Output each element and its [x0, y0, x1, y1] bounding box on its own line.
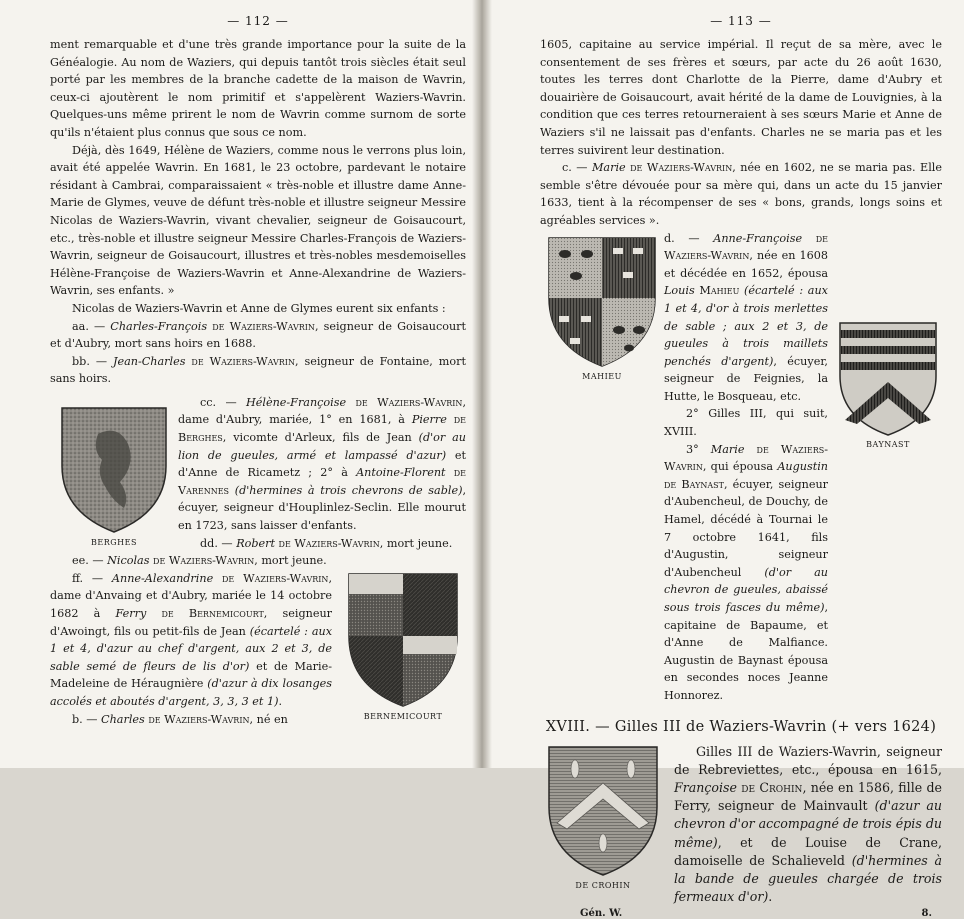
right-page-footer	[540, 908, 942, 919]
berghes-figure	[50, 404, 178, 547]
bernemicourt-figure	[340, 570, 466, 721]
entry-ee: ee. — Nicolas de Waziers-Wavrin, mort jeune.	[72, 554, 327, 568]
berghes-caption: BERGHES	[91, 537, 137, 547]
right-page	[482, 0, 964, 919]
right-paragraph-1: 1605, capitaine au service impérial. Il reçut de sa mère, avec le consentement de ses frères et sœurs, par acte du 26 août 1630, toutes les terres dont Charlotte de la Pierre, dame d'Aubry et douairière de Goisaucourt, avait hérité de la dame de Louvignies, à la condition que ces terres retourneraient à ses sœurs Marie et Anne de Waziers s'il ne laissait pas d'enfants. Charles ne se maria pas et les terres suivirent leur destination.	[540, 38, 942, 157]
entry-ff: ff. — Anne-Alexandrine de Waziers-Wavrin, dame d'Anvaing et d'Aubry, mariée le 14 octobre 1682 à Ferry de Bernemicourt, seigneur d'Awoingt, fils ou petit-fils de Jean (écartelé : aux 1 et 4, d'azur au chef d'argent, aux 2 et 3, de sable semé de fleurs de lis d'or) et de Marie-Madeleine de Héraugnière (d'azur à dix losanges accolés et aboutés d'argent, 3, 3, 3 et 1). b. — Charles de Waziers-Wavrin, né en	[50, 570, 332, 728]
right-paragraph-2: 2° Gilles III, qui suit, XVIII.	[664, 407, 828, 439]
section-xviii-text: Gilles III de Waziers-Wavrin, seigneur de Rebreviettes, etc., épousa en 1615, Françoise de Crohin, née en 1586, fille de Ferry, seigneur de Mainvault (d'azur au chevron d'or accompagné de trois épis du même), et de Louise de Crane, damoiselle de Schalieveld (d'hermines à la bande de gueules chargée de trois fermeaux d'or).	[674, 743, 942, 905]
entry-ff-block	[50, 570, 466, 728]
bernemicourt-caption: BERNEMICOURT	[363, 711, 443, 721]
mahieu-caption: MAHIEU	[582, 371, 622, 381]
entry-dd: dd. — Robert de Waziers-Wavrin, mort jeune.	[200, 536, 453, 550]
right-page-number: — 113 —	[710, 14, 772, 28]
entry-d: d. — Anne-Françoise de Waziers-Wavrin, née en 1608 et décédée en 1652, épousa Louis Mahieu (écartelé : aux 1 et 4, d'or à trois merlettes de sable ; aux 2 et 3, de gueules à trois maillets penchés d'argent), écuyer, seigneur de Feignies, la Hutte, le Bosqueau, etc.	[664, 231, 828, 403]
left-page	[0, 0, 482, 768]
crohin-caption: DE CROHIN	[575, 880, 631, 890]
signature-mark: Gén. W.	[580, 908, 623, 919]
entry-3-marie: 3° Marie de Waziers-Wavrin, qui épousa Augustin de Baynast, écuyer, seigneur d'Aubencheul, de Douchy, de Hamel, décédé à Tournai le 7 octobre 1641, fils d'Augustin, seigneur d'Aubencheul (d'or au chevron de gueules, abaissé sous trois fasces du même), capitaine de Bapaume, et d'Anne de Malfiance. Augustin de Baynast épousa en secondes noces Jeanne Honnorez.	[664, 442, 829, 702]
left-paragraph-1: ment remarquable et d'une très grande importance pour la suite de la Généalogie. Au nom de Waziers, qui depuis tantôt trois siècles était seul porté par les membres de la branche cadette de la maison de Wavrin, ceux-ci ajoutèrent le nom primitif et s'appelèrent Waziers-Wavrin. Quelques-uns même prirent le nom de Wavrin comme surnom de sorte qu'ils n'étaient plus connus que sous ce nom.	[50, 38, 466, 139]
sheet-number: 8.	[921, 908, 932, 919]
left-page-number: — 112 —	[227, 14, 289, 28]
entry-aa: aa. — Charles-François de Waziers-Wavrin, seigneur de Goisaucourt et d'Aubry, mort sans hoirs en 1688.	[50, 319, 466, 351]
entry-cc-block	[50, 394, 466, 552]
left-paragraph-2: Déjà, dès 1649, Hélène de Waziers, comme nous le verrons plus loin, avait été appelée Wavrin. En 1681, le 23 octobre, pardevant le notaire résidant à Cambrai, comparaissaient « très-noble et illustre dame Anne-Marie de Glymes, veuve de défunt très-noble et illustre seigneur Messire Nicolas de Waziers-Wavrin, vivant chevalier, seigneur de Goisaucourt, etc., très-noble et illustre seigneur Messire Charles-François de Waziers-Wavrin, seigneur de Goisaucourt, illustres et très-nobles mesdemoiselles Hélène-Françoise de Waziers-Wavrin et Anne-Alexandrine de Waziers-Wavrin, ses enfants. »	[50, 143, 466, 298]
baynast-figure	[834, 320, 942, 449]
entry-cc: cc. — Hélène-Françoise de Waziers-Wavrin, dame d'Aubry, mariée, 1° en 1681, à Pierre de Berghes, vicomte d'Arleux, fils de Jean (d'or au lion de gueules, armé et lampassé d'azur) et d'Anne de Ricametz ; 2° à Antoine-Florent de Varennes (d'hermines à trois chevrons de sable), écuyer, seigneur d'Houplinlez-Seclin. Elle mourut en 1723, sans laisser d'enfants. dd. — Robert de Waziers-Wavrin, mort jeune.	[178, 394, 466, 552]
mahieu-coat-of-arms	[545, 234, 659, 370]
entry-bb: bb. — Jean-Charles de Waziers-Wavrin, seigneur de Fontaine, mort sans hoirs.	[50, 354, 466, 386]
crohin-figure	[540, 743, 666, 890]
bernemicourt-coat-of-arms	[345, 570, 461, 710]
entry-b: b. — Charles de Waziers-Wavrin, né en	[72, 712, 288, 726]
mahieu-figure	[540, 234, 664, 381]
entry-d-block	[540, 230, 942, 705]
section-heading-xviii: XVIII. — Gilles III de Waziers-Wavrin (+ vers 1624)	[545, 718, 937, 735]
crohin-coat-of-arms	[545, 743, 661, 879]
baynast-caption: BAYNAST	[866, 439, 910, 449]
entry-d-text	[664, 230, 828, 705]
entry-c: c. — Marie de Waziers-Wavrin, née en 1602, ne se maria pas. Elle semble s'être dévouée pour sa mère qui, dans un acte du 15 janvier 1633, tient à la récompenser de ses « bons, grands, longs soins et agréables services ».	[540, 161, 942, 227]
left-paragraph-3: Nicolas de Waziers-Wavrin et Anne de Glymes eurent six enfants :	[72, 301, 446, 315]
section-xviii-block	[540, 743, 942, 907]
baynast-coat-of-arms	[837, 320, 939, 438]
berghes-coat-of-arms	[58, 404, 170, 536]
